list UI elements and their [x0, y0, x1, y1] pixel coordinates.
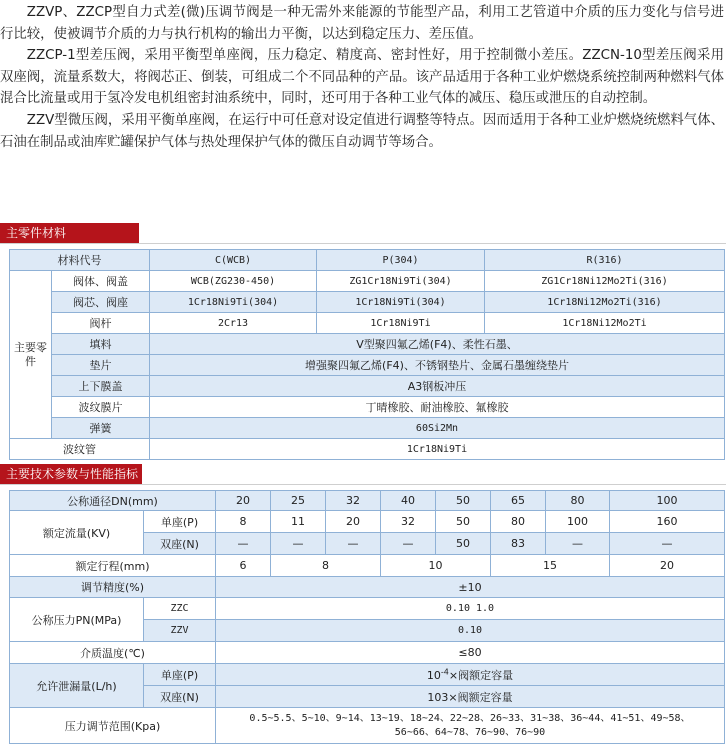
leakage-single-row: [10, 664, 725, 686]
dn-value: 20: [216, 491, 271, 511]
part-name: 上下膜盖: [52, 376, 150, 397]
kv-value: —: [546, 533, 610, 555]
stroke-value: 10: [381, 555, 491, 577]
single-seat-label: 单座(P): [144, 511, 216, 533]
part-name: 填料: [52, 334, 150, 355]
dn-value: 100: [610, 491, 725, 511]
material-span: 增强聚四氟乙烯(F4)、不锈钢垫片、金属石墨缠绕垫片: [150, 355, 725, 376]
zzc-label: ZZC: [144, 598, 216, 620]
table-row: [10, 397, 725, 418]
bellows-material: 1Cr18Ni9Ti: [150, 439, 725, 460]
dn-value: 25: [271, 491, 326, 511]
part-name: 垫片: [52, 355, 150, 376]
range-values: [216, 708, 725, 744]
dn-value: 65: [491, 491, 546, 511]
part-name: 阀体、阀盖: [52, 271, 150, 292]
range-row: [10, 708, 725, 744]
intro-paragraph-1: ZZVP、ZZCP型自力式差(微)压调节阀是一种无需外来能源的节能型产品，利用工艺管道中介质的压力变化与信号进行比较，使被调节介质的力与执行机构的输出力平衡，以达到稳定压力、差压值。: [0, 5, 724, 42]
material-span: 丁晴橡胶、耐油橡胶、氟橡胶: [150, 397, 725, 418]
materials-table: [9, 249, 725, 460]
material-r: 1Cr18Ni12Mo2Ti: [485, 313, 725, 334]
material-span: V型聚四氟乙烯(F4)、柔性石墨、: [150, 334, 725, 355]
material-c: 1Cr18Ni9Ti(304): [150, 292, 317, 313]
part-name: 波纹膜片: [52, 397, 150, 418]
double-seat-label: 双座(N): [144, 686, 216, 708]
kv-value: —: [216, 533, 271, 555]
dn-value: 80: [546, 491, 610, 511]
stroke-value: 15: [491, 555, 610, 577]
zzv-label: ZZV: [144, 620, 216, 642]
leakage-single-value: [216, 664, 725, 686]
material-c: 2Cr13: [150, 313, 317, 334]
range-line-2: 56~66、64~78、76~90、76~90: [394, 726, 546, 738]
bellows-label: 波纹管: [10, 439, 150, 460]
range-line-1: 0.5~5.5、5~10、9~14、13~19、18~24、22~28、26~33、31~38、36~44、41~51、49~58、: [249, 712, 691, 724]
part-name: 阀芯、阀座: [52, 292, 150, 313]
table-row: [10, 313, 725, 334]
material-p: ZG1Cr18Ni9Ti(304): [317, 271, 485, 292]
leakage-base: 10: [426, 668, 441, 682]
temperature-row: [10, 642, 725, 664]
table-row: [10, 271, 725, 292]
leakage-suffix: ×阀额定容量: [448, 668, 514, 682]
intro-paragraph-2: ZZCP-1型差压阀，采用平衡型单座阀，压力稳定、精度高、密封性好，用于控制微小差压。ZZCN-10型差压阀采用双座阀，流量系数大，将阀芯正、倒装，可组成二个不同品种的产品。该产品适用于各种工业炉燃烧系统控制两种燃料气体混合比流量或用于氢冷发电机组密封油系统中，同时，还可用于各种工业气体的减压、稳压或泄压的自动控制。: [0, 48, 724, 107]
table-row: [10, 418, 725, 439]
section-divider: [0, 484, 726, 485]
table-row: [10, 334, 725, 355]
dn-value: 50: [436, 491, 491, 511]
stroke-value: 6: [216, 555, 271, 577]
material-p: 1Cr18Ni9Ti: [317, 313, 485, 334]
material-r: ZG1Cr18Ni12Mo2Ti(316): [485, 271, 725, 292]
dn-value: 32: [326, 491, 381, 511]
intro-text: [0, 2, 724, 153]
part-name: 弹簧: [52, 418, 150, 439]
section-divider: [0, 243, 726, 244]
accuracy-label: 调节精度(%): [10, 577, 216, 598]
table-row: [10, 355, 725, 376]
pressure-zzc-row: [10, 598, 725, 620]
rated-flow-label: 额定流量(KV): [10, 511, 144, 555]
dn-value: 40: [381, 491, 436, 511]
temperature-value: ≤80: [216, 642, 725, 664]
header-r: R(316): [485, 250, 725, 271]
dn-label: 公称通径DN(mm): [10, 491, 216, 511]
header-c: C(WCB): [150, 250, 317, 271]
stroke-value: 8: [271, 555, 381, 577]
table-row: [10, 376, 725, 397]
zzc-value: 0.10 1.0: [216, 598, 725, 620]
material-span: 60Si2Mn: [150, 418, 725, 439]
kv-value: 80: [491, 511, 546, 533]
kv-value: 8: [216, 511, 271, 533]
accuracy-row: [10, 577, 725, 598]
materials-section-title: 主零件材料: [0, 223, 139, 243]
leakage-exponent: -4: [440, 666, 449, 676]
materials-header-row: [10, 250, 725, 271]
kv-value: 83: [491, 533, 546, 555]
part-name: 阀杆: [52, 313, 150, 334]
kv-value: —: [381, 533, 436, 555]
flow-single-row: [10, 511, 725, 533]
kv-value: 50: [436, 533, 491, 555]
kv-value: 20: [326, 511, 381, 533]
main-parts-label: 主要零件: [10, 271, 52, 439]
intro-paragraph-3: ZZV型微压阀，采用平衡单座阀，在运行中可任意对设定值进行调整等特点。因而适用于各种工业炉燃烧统燃料气体、石油在制品或油库贮罐保护气体与热处理保护气体的微压自动调节等场合。: [0, 112, 724, 150]
header-p: P(304): [317, 250, 485, 271]
material-c: WCB(ZG230-450): [150, 271, 317, 292]
stroke-row: [10, 555, 725, 577]
kv-value: 160: [610, 511, 725, 533]
range-label: 压力调节范围(Kpa): [10, 708, 216, 744]
material-span: A3钢板冲压: [150, 376, 725, 397]
material-p: 1Cr18Ni9Ti(304): [317, 292, 485, 313]
stroke-value: 20: [610, 555, 725, 577]
stroke-label: 额定行程(mm): [10, 555, 216, 577]
kv-value: 50: [436, 511, 491, 533]
nominal-pressure-label: 公称压力PN(MPa): [10, 598, 144, 642]
specs-section-title: 主要技术参数与性能指标: [0, 464, 142, 484]
temperature-label: 介质温度(℃): [10, 642, 216, 664]
kv-value: 32: [381, 511, 436, 533]
leakage-label: 允许泄漏量(L/h): [10, 664, 144, 708]
leakage-double-value: 103×阀额定容量: [216, 686, 725, 708]
kv-value: —: [326, 533, 381, 555]
accuracy-value: ±10: [216, 577, 725, 598]
material-r: 1Cr18Ni12Mo2Ti(316): [485, 292, 725, 313]
zzv-value: 0.10: [216, 620, 725, 642]
single-seat-label: 单座(P): [144, 664, 216, 686]
kv-value: —: [271, 533, 326, 555]
table-row: [10, 439, 725, 460]
kv-value: 11: [271, 511, 326, 533]
specs-table: [9, 490, 725, 744]
dn-row: [10, 491, 725, 511]
kv-value: 100: [546, 511, 610, 533]
table-row: [10, 292, 725, 313]
kv-value: —: [610, 533, 725, 555]
double-seat-label: 双座(N): [144, 533, 216, 555]
material-code-header: 材料代号: [10, 250, 150, 271]
